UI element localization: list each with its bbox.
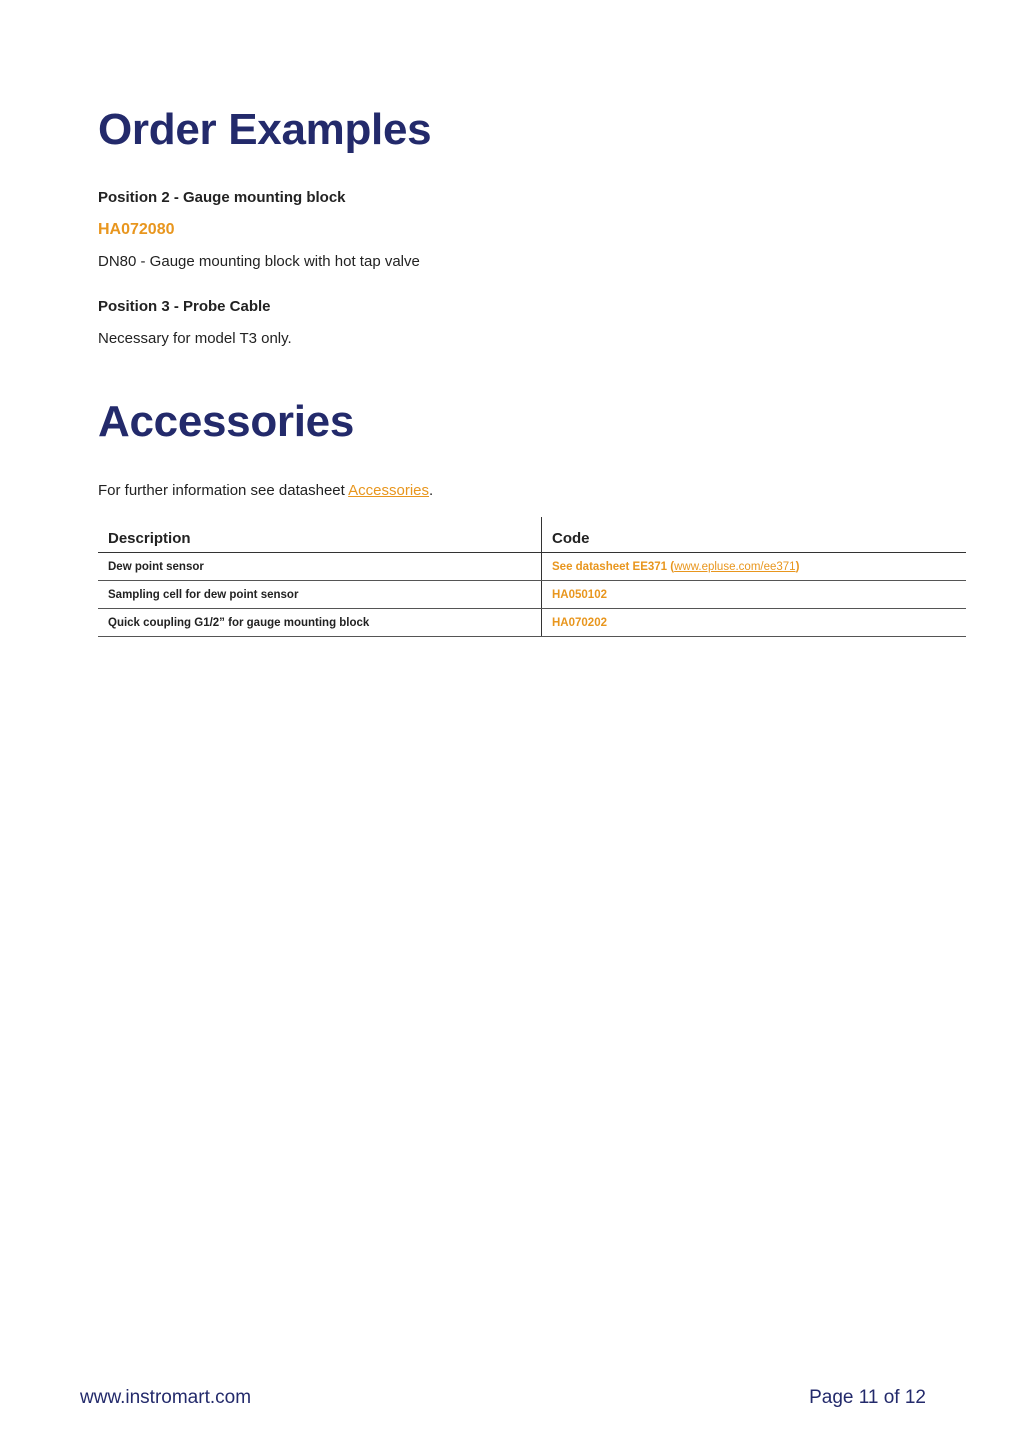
table-row	[98, 581, 966, 609]
accessories-intro-suffix: .	[429, 482, 434, 499]
accessories-heading: Accessories	[98, 397, 354, 446]
column-header-code: Code	[542, 517, 967, 553]
column-header-description: Description	[98, 517, 542, 553]
accessories-table	[98, 517, 966, 637]
table-row	[98, 553, 966, 581]
position2-code: HA072080	[98, 221, 175, 238]
row-description: Sampling cell for dew point sensor	[98, 581, 542, 609]
table-row	[98, 609, 966, 637]
position3-description: Necessary for model T3 only.	[98, 330, 292, 347]
row-code-paren-close: )	[795, 560, 800, 573]
footer-website[interactable]: www.instromart.com	[80, 1387, 252, 1408]
row-code: HA050102	[542, 581, 967, 609]
row-code: HA070202	[542, 609, 967, 637]
table-header-row	[98, 517, 966, 553]
row-code-text: See datasheet EE371	[552, 560, 668, 573]
row-description: Quick coupling G1/2” for gauge mounting block	[98, 609, 542, 637]
position3-title: Position 3 - Probe Cable	[98, 298, 271, 315]
order-examples-heading: Order Examples	[98, 105, 432, 154]
accessories-datasheet-link[interactable]: Accessories	[348, 482, 429, 499]
ee371-link[interactable]: www.epluse.com/ee371	[674, 560, 796, 573]
position2-title: Position 2 - Gauge mounting block	[98, 189, 346, 206]
row-code	[542, 553, 967, 581]
accessories-intro	[98, 482, 433, 499]
row-description: Dew point sensor	[98, 553, 542, 581]
footer-page-number: Page 11 of 12	[809, 1387, 926, 1408]
row-code-paren-open: (	[667, 560, 675, 573]
accessories-intro-text: For further information see datasheet	[98, 482, 349, 499]
position2-description: DN80 - Gauge mounting block with hot tap valve	[98, 253, 420, 270]
